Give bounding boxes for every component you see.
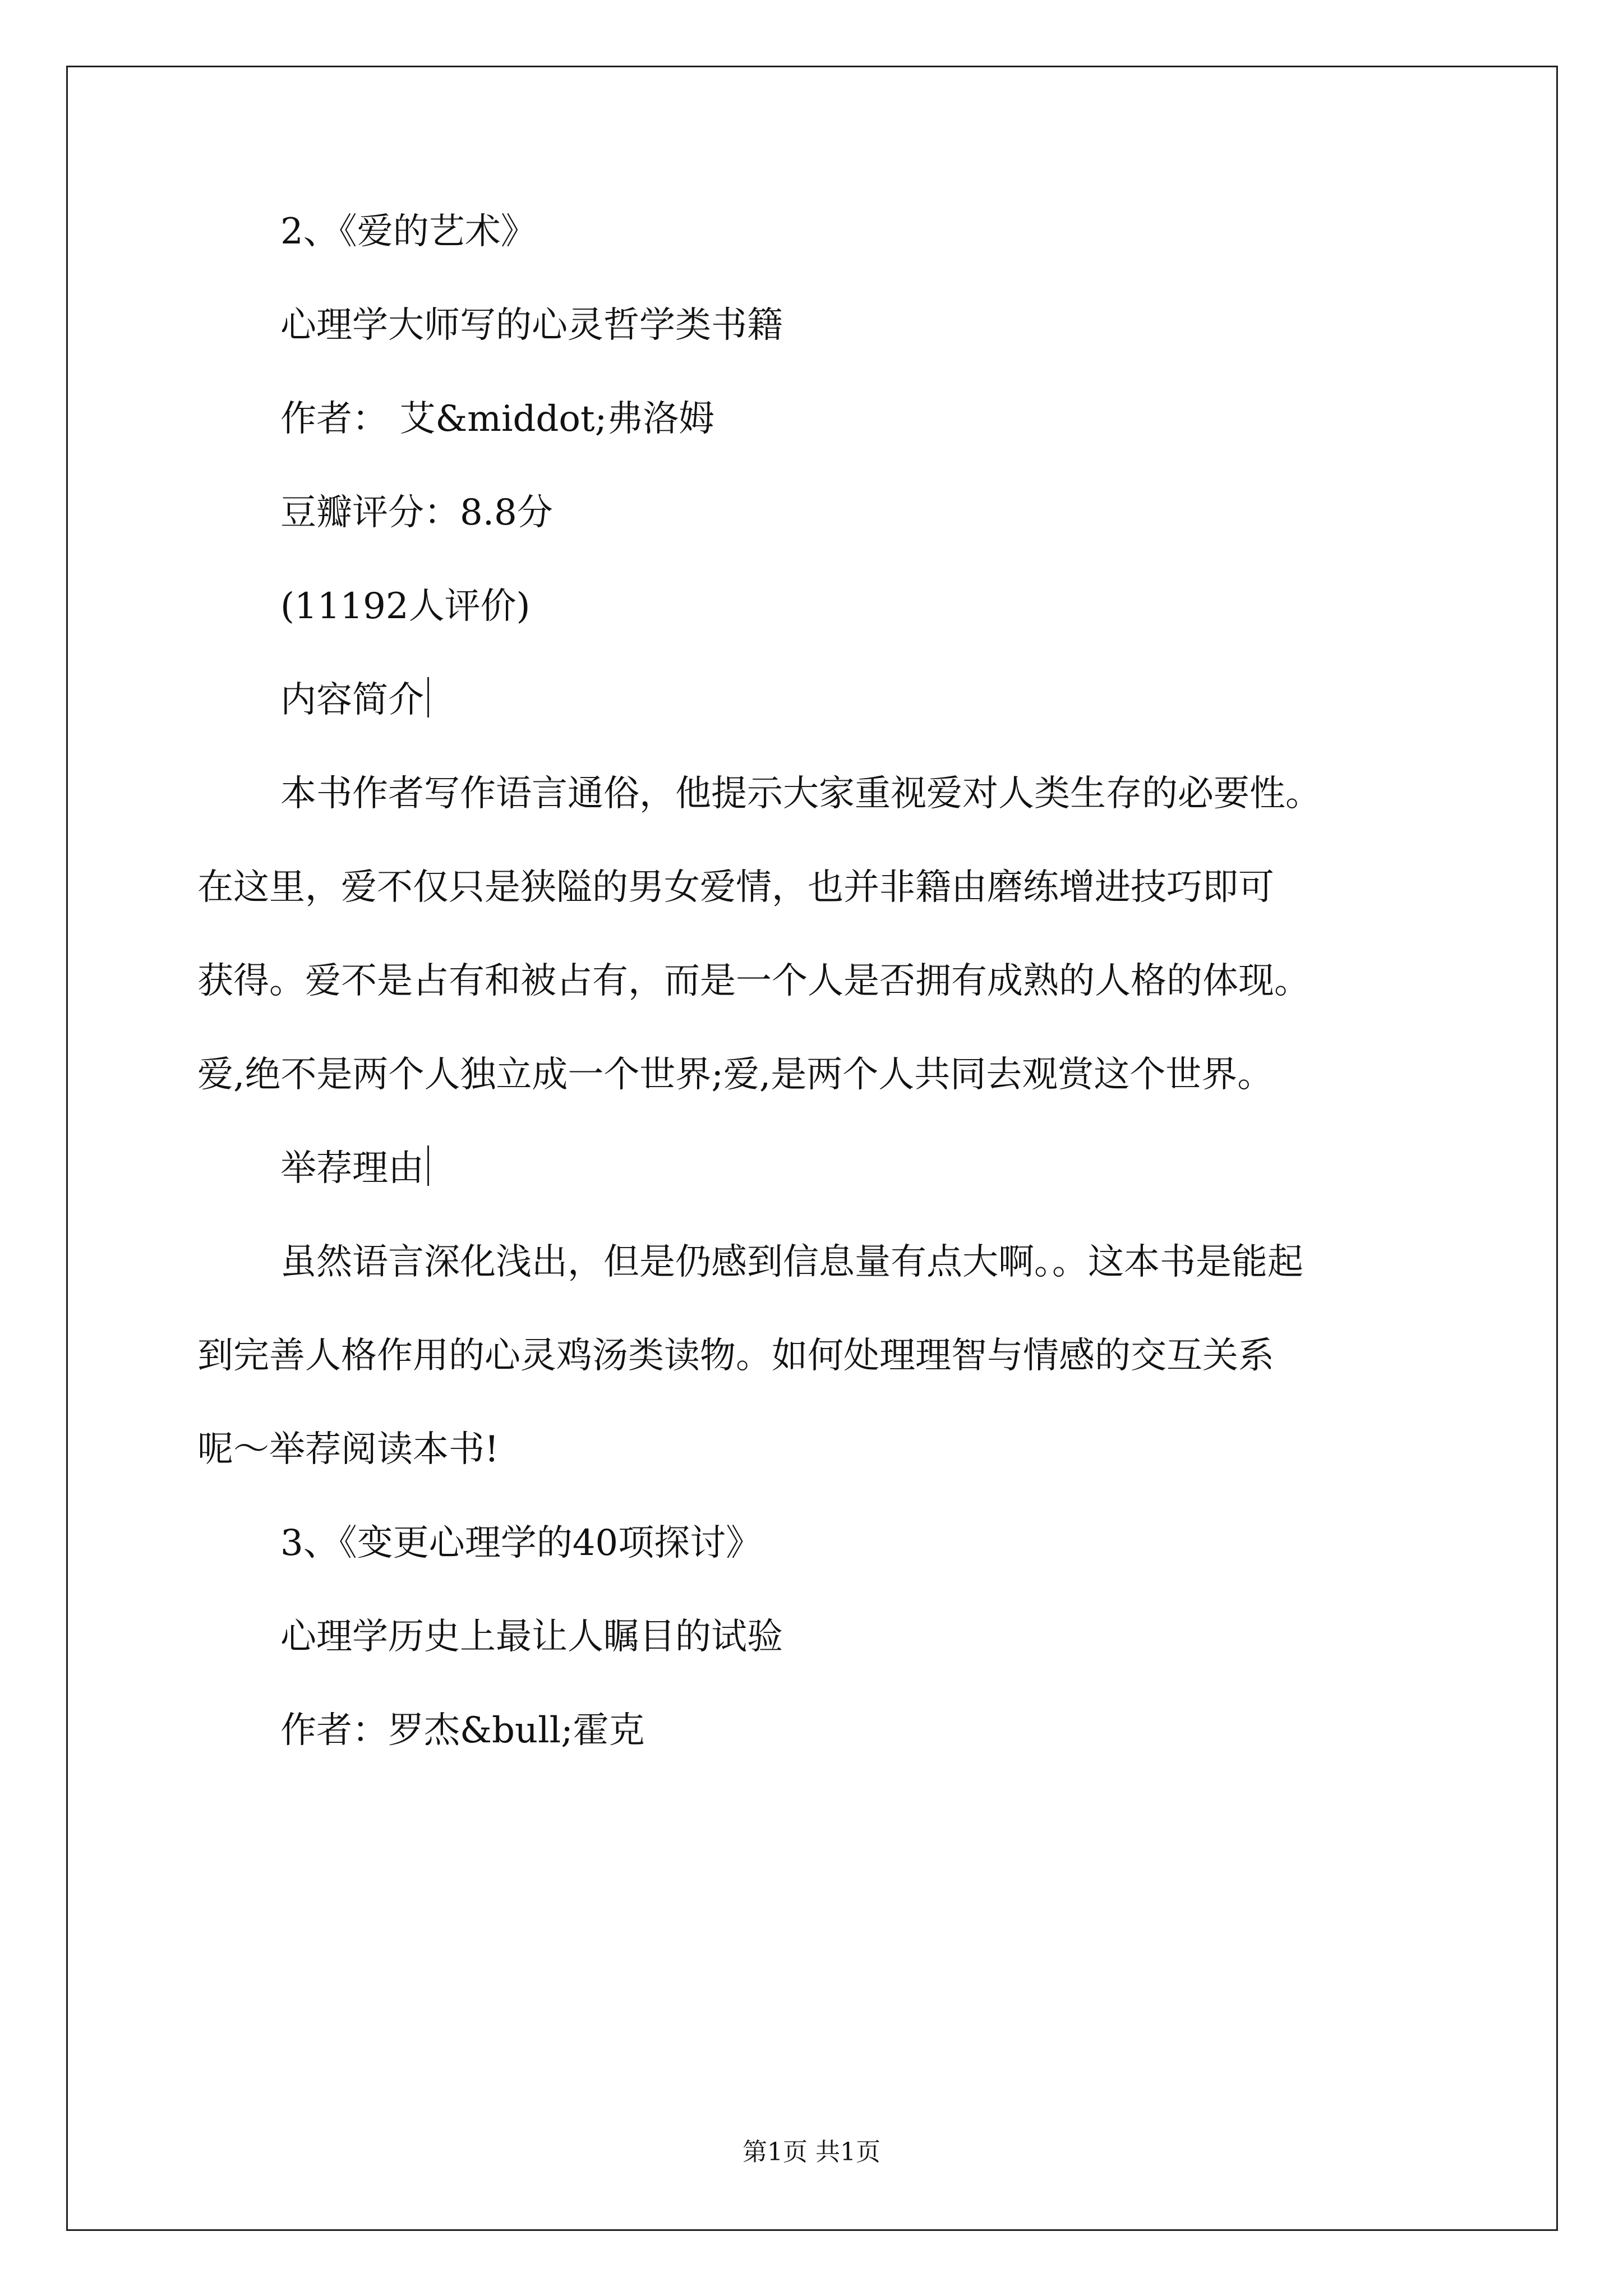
book3-title: 3、《变更心理学的40项探讨》 bbox=[280, 1522, 762, 1564]
book2-subtitle: 心理学大师写的心灵哲学类书籍 bbox=[280, 305, 783, 346]
book2-reason-line-2: 到完善人格作用的心灵鸡汤类读物。如何处理理智与情感的交互关系 bbox=[197, 1335, 1274, 1377]
book2-reason-heading: 举荐理由 bbox=[197, 1122, 1482, 1216]
book2-intro-line-1: 本书作者写作语言通俗，他提示大家重视爱对人类生存的必要性。 bbox=[280, 773, 1321, 815]
cursor-bar bbox=[427, 1145, 429, 1186]
book2-intro-line-3: 获得。爱不是占有和被占有，而是一个人是否拥有成熟的人格的体现。 bbox=[197, 960, 1310, 1002]
book2-intro-line-2: 在这里，爱不仅只是狭隘的男女爱情，也并非籍由磨练增进技巧即可 bbox=[197, 867, 1274, 908]
book2-reviews: (11192人评价) bbox=[280, 586, 531, 627]
book3-author: 作者：罗杰&bull;霍克 bbox=[280, 1710, 645, 1751]
page-number-footer: 第1页 共1页 bbox=[743, 2138, 880, 2166]
book2-rating: 豆瓣评分：8.8分 bbox=[280, 492, 553, 533]
document-body bbox=[197, 185, 1482, 1778]
book2-intro-line-4: 爱,绝不是两个人独立成一个世界;爱,是两个人共同去观赏这个世界。 bbox=[197, 1054, 1274, 1096]
book2-reason-line-3: 呢～举荐阅读本书! bbox=[197, 1429, 499, 1470]
book2-author: 作者： 艾&middot;弗洛姆 bbox=[280, 398, 715, 440]
book2-title: 2、《爱的艺术》 bbox=[280, 211, 537, 252]
book3-subtitle: 心理学历史上最让人瞩目的试验 bbox=[280, 1616, 783, 1658]
book2-reason-line-1: 虽然语言深化浅出，但是仍感到信息量有点大啊。。这本书是能起 bbox=[280, 1241, 1303, 1283]
book2-intro-heading: 内容简介 bbox=[197, 654, 1482, 747]
cursor-bar bbox=[427, 677, 429, 717]
